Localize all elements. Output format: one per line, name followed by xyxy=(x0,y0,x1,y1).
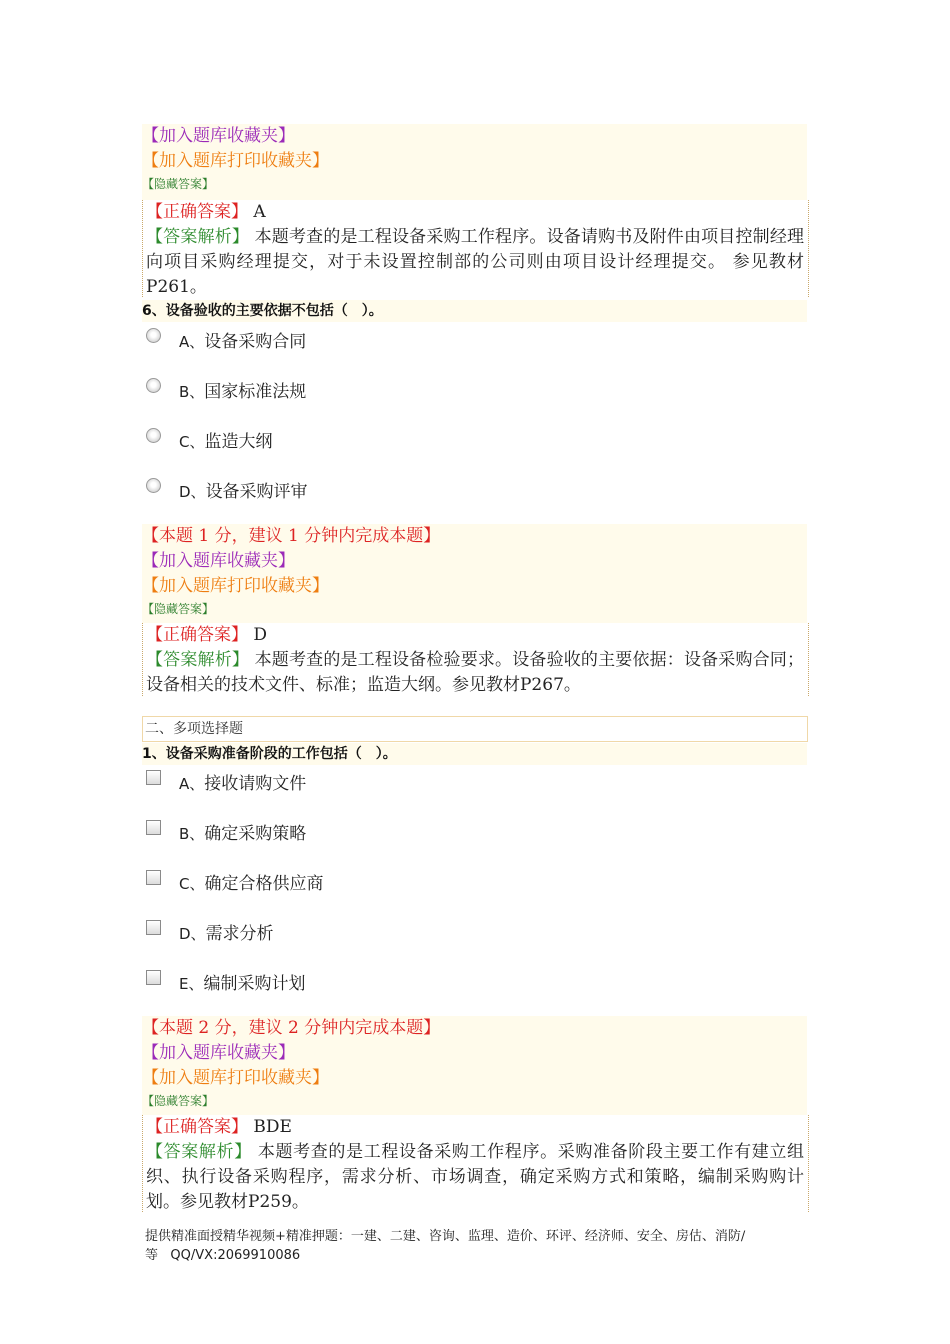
hide-answer-link[interactable]: 【隐藏答案】 xyxy=(142,602,215,616)
checkbox-icon[interactable] xyxy=(146,970,161,985)
analysis-text: 本题考查的是工程设备采购工作程序。设备请购书及附件由项目控制经理向项目采购经理提交，对于未设置控制部的公司则由项目设计经理提交。 参见教材P261。 xyxy=(146,227,805,297)
q6-links-bar xyxy=(142,524,807,623)
hide-answer-link[interactable]: 【隐藏答案】 xyxy=(142,1094,215,1108)
prev-answer-box xyxy=(142,200,809,297)
section-heading: 二、多项选择题 xyxy=(142,716,808,742)
question-m1-options xyxy=(142,764,807,1014)
checkbox-icon[interactable] xyxy=(146,770,161,785)
footer-ad xyxy=(145,1227,810,1265)
option-d[interactable]: D、设备采购评审 xyxy=(142,472,807,522)
analysis-label: 【答案解析】 xyxy=(146,227,250,247)
prev-links-bar xyxy=(142,124,807,200)
analysis-text: 本题考查的是工程设备检验要求。设备验收的主要依据：设备采购合同； 设备相关的技术文件、标准；监造大纲。参见教材P267。 xyxy=(146,650,805,695)
radio-icon[interactable] xyxy=(146,478,161,493)
option-b[interactable]: B、确定采购策略 xyxy=(142,814,807,864)
score-note: 【本题 2 分，建议 2 分钟内完成本题】 xyxy=(142,1018,441,1038)
correct-answer-label: 【正确答案】 xyxy=(146,625,248,645)
option-a[interactable]: A、接收请购文件 xyxy=(142,764,807,814)
m1-links-bar xyxy=(142,1016,807,1115)
radio-icon[interactable] xyxy=(146,328,161,343)
question-6-options xyxy=(142,322,807,522)
footer-line-2: 等 QQ/VX:2069910086 xyxy=(145,1248,301,1263)
checkbox-icon[interactable] xyxy=(146,920,161,935)
correct-answer-value: BDE xyxy=(253,1117,292,1137)
option-b[interactable]: B、国家标准法规 xyxy=(142,372,807,422)
option-a[interactable]: A、设备采购合同 xyxy=(142,322,807,372)
add-fav-link[interactable]: 【加入题库收藏夹】 xyxy=(142,1043,295,1063)
footer-line-1: 提供精准面授精华视频+精准押题：一建、二建、咨询、监理、造价、环评、经济师、安全、房估、消防/ xyxy=(145,1229,746,1244)
question-m1-title: 1、设备采购准备阶段的工作包括（ ）。 xyxy=(142,743,807,765)
add-fav-link[interactable]: 【加入题库收藏夹】 xyxy=(142,551,295,571)
analysis-label: 【答案解析】 xyxy=(146,650,250,670)
m1-answer-box xyxy=(142,1115,809,1212)
score-note: 【本题 1 分，建议 1 分钟内完成本题】 xyxy=(142,526,441,546)
option-e[interactable]: E、编制采购计划 xyxy=(142,964,807,1014)
question-6-title: 6、设备验收的主要依据不包括（ ）。 xyxy=(142,300,807,322)
add-print-fav-link[interactable]: 【加入题库打印收藏夹】 xyxy=(142,151,329,171)
correct-answer-label: 【正确答案】 xyxy=(146,202,248,222)
analysis-text: 本题考查的是工程设备采购工作程序。采购准备阶段主要工作有建立组织、执行设备采购程序，需求分析、市场调查，确定采购方式和策略，编制采购购计划。参见教材P259。 xyxy=(146,1142,805,1212)
add-print-fav-link[interactable]: 【加入题库打印收藏夹】 xyxy=(142,576,329,596)
correct-answer-value: D xyxy=(253,625,268,645)
checkbox-icon[interactable] xyxy=(146,870,161,885)
q6-answer-box xyxy=(142,623,809,696)
checkbox-icon[interactable] xyxy=(146,820,161,835)
analysis-label: 【答案解析】 xyxy=(146,1142,252,1162)
correct-answer-value: A xyxy=(253,202,266,222)
add-fav-link[interactable]: 【加入题库收藏夹】 xyxy=(142,126,295,146)
correct-answer-label: 【正确答案】 xyxy=(146,1117,248,1137)
hide-answer-link[interactable]: 【隐藏答案】 xyxy=(142,177,215,191)
option-c[interactable]: C、确定合格供应商 xyxy=(142,864,807,914)
add-print-fav-link[interactable]: 【加入题库打印收藏夹】 xyxy=(142,1068,329,1088)
contact-info: QQ/VX:2069910086 xyxy=(170,1248,301,1263)
radio-icon[interactable] xyxy=(146,428,161,443)
radio-icon[interactable] xyxy=(146,378,161,393)
option-c[interactable]: C、监造大纲 xyxy=(142,422,807,472)
option-d[interactable]: D、需求分析 xyxy=(142,914,807,964)
